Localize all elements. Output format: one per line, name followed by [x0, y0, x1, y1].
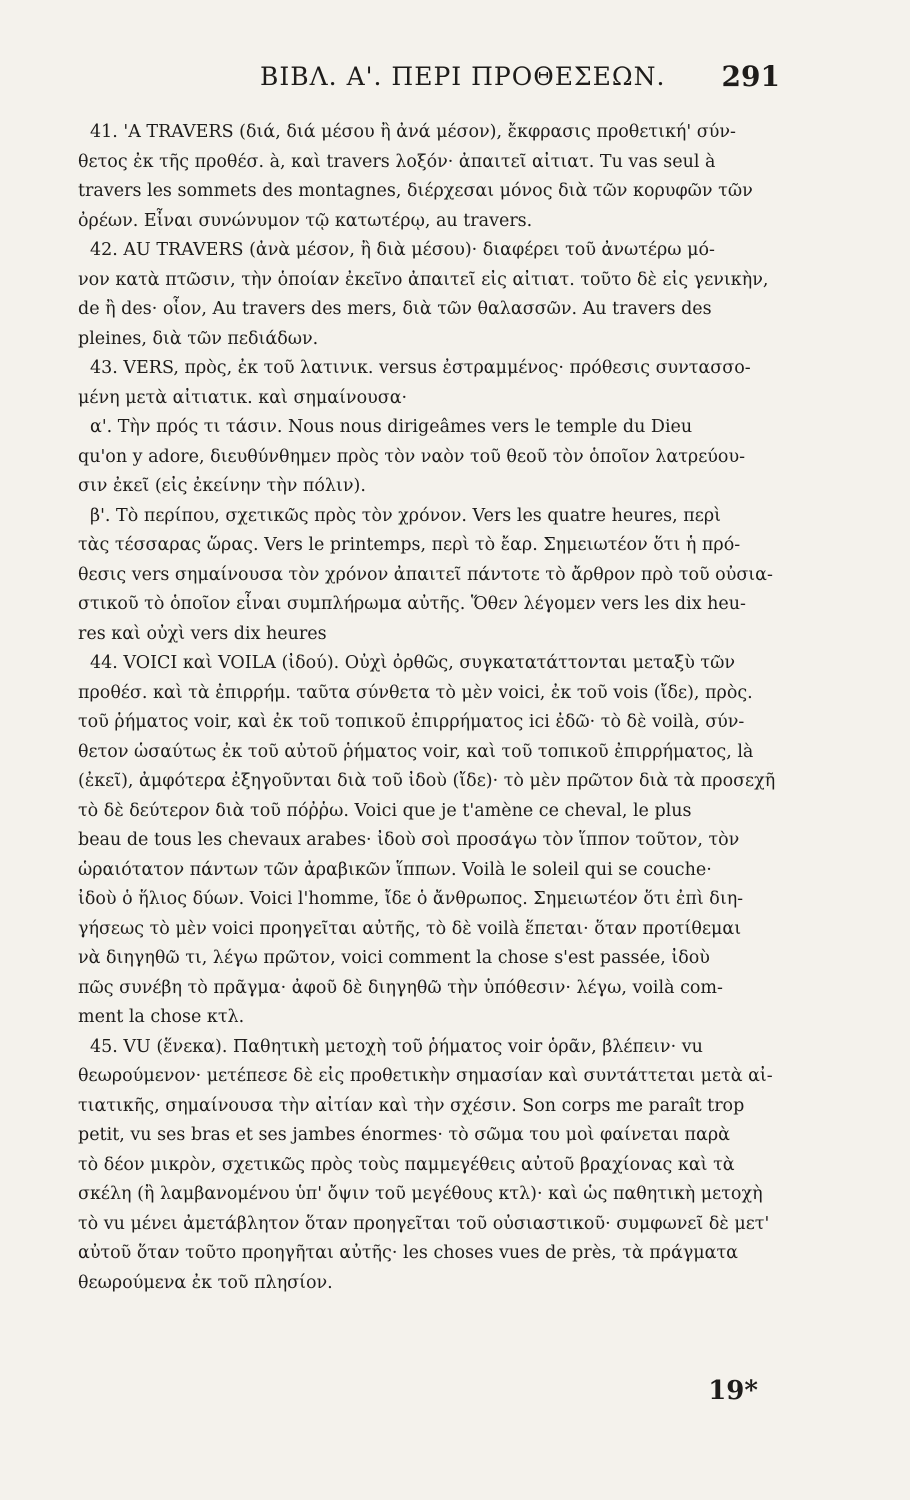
text-line: travers les sommets des montagnes, διέρχεσαι μόνος διὰ τῶν κορυφῶν τῶν: [78, 181, 753, 201]
text-line: τοῦ ῥήματος voir, καὶ ἐκ τοῦ τοπικοῦ ἐπιρρήματος ici ἐδῶ· τὸ δὲ voilà, σύν-: [78, 712, 745, 732]
text-line: 42. AU TRAVERS (ἀνὰ μέσον, ἢ διὰ μέσου)· διαφέρει τοῦ ἀνωτέρω μό-: [90, 240, 715, 260]
text-line: 41. 'A TRAVERS (διά, διά μέσου ἢ ἀνά μέσον), ἔκφρασις προθετική' σύν-: [90, 122, 736, 142]
text-line: θεωρούμενα ἐκ τοῦ πλησίον.: [78, 1272, 333, 1293]
text-line: (ἐκεῖ), ἀμφότερα ἐξηγοῦνται διὰ τοῦ ἰδοὺ (ἴδε)· τὸ μὲν πρῶτον διὰ τὰ προσεχῆ: [78, 771, 776, 791]
text-line: θεσις vers σημαίνουσα τὸν χρόνον ἀπαιτεῖ πάντοτε τὸ ἄρθρον πρὸ τοῦ οὐσια-: [78, 564, 773, 585]
text-line: νον κατὰ πτῶσιν, τὴν ὁποίαν ἐκεῖνο ἀπαιτεῖ εἰς αἰτιατ. τοῦτο δὲ εἰς γενικὴν,: [78, 269, 769, 290]
text-line: pleines, διὰ τῶν πεδιάδων.: [78, 328, 319, 349]
text-line: beau de tous les chevaux arabes· ἰδοὺ σοὶ προσάγω τὸν ἵππον τοῦτον, τὸν: [78, 830, 740, 850]
text-line: προθέσ. καὶ τὰ ἐπιρρήμ. ταῦτα σύνθετα τὸ μὲν voici, ἐκ τοῦ vois (ἴδε), πρὸς.: [78, 682, 753, 703]
body-text: [78, 118, 788, 1298]
text-line: θετον ὡσαύτως ἐκ τοῦ αὐτοῦ ῥήματος voir, καὶ τοῦ τοπικοῦ ἐπιρρήματος, là: [78, 741, 754, 762]
text-line: σιν ἐκεῖ (εἰς ἐκείνην τὴν πόλιν).: [78, 476, 366, 496]
text-line: στικοῦ τὸ ὁποῖον εἶναι συμπλήρωμα αὐτῆς. Ὅθεν λέγομεν vers les dix heu-: [78, 594, 746, 614]
text-line: 45. VU (ἕνεκα). Παθητικὴ μετοχὴ τοῦ ῥήματος voir ὁρᾶν, βλέπειν· vu: [90, 1036, 703, 1057]
text-line: θεωρούμενον· μετέπεσε δὲ εἰς προθετικὴν σημασίαν καὶ συντάττεται μετὰ αἰ-: [78, 1066, 773, 1086]
text-line: γήσεως τὸ μὲν voici προηγεῖται αὐτῆς, τὸ δὲ voilà ἕπεται· ὅταν προτίθεμαι: [78, 918, 742, 939]
text-line: res καὶ οὐχὶ vers dix heures: [78, 623, 327, 644]
text-line: ment la chose κτλ.: [78, 1007, 245, 1027]
running-title: ΒΙΒΛ. Α'. ΠΕΡΙ ΠΡΟΘΕΣΕΩΝ.: [260, 62, 666, 91]
text-line: νὰ διηγηθῶ τι, λέγω πρῶτον, voici comment la chose s'est passée, ἰδοὺ: [78, 948, 710, 968]
text-line: 44. VOICI καὶ VOILA (ἰδού). Οὐχὶ ὀρθῶς, συγκατατάττονται μεταξὺ τῶν: [90, 653, 735, 673]
page-header: [70, 60, 780, 100]
text-line: petit, vu ses bras et ses jambes énormes· τὸ σῶμα του μοὶ φαίνεται παρὰ: [78, 1125, 730, 1145]
page-number: 291: [721, 60, 780, 93]
text-line: τὸ δὲ δεύτερον διὰ τοῦ πόῤῥω. Voici que je t'amène ce cheval, le plus: [78, 800, 692, 821]
text-line: θετος ἐκ τῆς προθέσ. à, καὶ travers λοξόν· ἀπαιτεῖ αἰτιατ. Tu vas seul à: [78, 151, 716, 172]
text-line: τιατικῆς, σημαίνουσα τὴν αἰτίαν καὶ τὴν σχέσιν. Son corps me paraît trop: [78, 1095, 745, 1116]
text-line: ὀρέων. Εἶναι συνώνυμον τῷ κατωτέρῳ, au travers.: [78, 210, 533, 231]
text-line: α'. Τὴν πρός τι τάσιν. Nous nous dirigeâmes vers le temple du Dieu: [90, 417, 693, 437]
text-line: τὸ δέον μικρὸν, σχετικῶς πρὸς τοὺς παμμεγέθεις αὐτοῦ βραχίονας καὶ τὰ: [78, 1154, 735, 1175]
text-line: ὡραιότατον πάντων τῶν ἀραβικῶν ἵππων. Voilà le soleil qui se couche·: [78, 859, 712, 880]
text-line: τὸ vu μένει ἀμετάβλητον ὅταν προηγεῖται τοῦ οὐσιαστικοῦ· συμφωνεῖ δὲ μετ': [78, 1213, 770, 1234]
text-line: τὰς τέσσαρας ὥρας. Vers le printemps, περὶ τὸ ἔαρ. Σημειωτέον ὅτι ἡ πρό-: [78, 535, 741, 555]
text-line: de ἢ des· οἷον, Au travers des mers, διὰ τῶν θαλασσῶν. Au travers des: [78, 299, 712, 319]
text-line: β'. Τὸ περίπου, σχετικῶς πρὸς τὸν χρόνον. Vers les quatre heures, περὶ: [90, 505, 722, 526]
text-line: qu'on y adore, διευθύνθημεν πρὸς τὸν ναὸν τοῦ θεοῦ τὸν ὁποῖον λατρεύου-: [78, 446, 746, 467]
text-line: αὐτοῦ ὅταν τοῦτο προηγῆται αὐτῆς· les choses vues de près, τὰ πράγματα: [78, 1243, 738, 1263]
text-line: μένη μετὰ αἰτιατικ. καὶ σημαίνουσα·: [78, 387, 408, 408]
text-line: πῶς συνέβη τὸ πρᾶγμα· ἀφοῦ δὲ διηγηθῶ τὴν ὑπόθεσιν· λέγω, voilà com-: [78, 977, 723, 998]
signature-mark: 19*: [708, 1376, 758, 1406]
text-line: σκέλη (ἢ λαμβανομένου ὑπ' ὄψιν τοῦ μεγέθους κτλ)· καὶ ὡς παθητικὴ μετοχὴ: [78, 1184, 763, 1204]
text-line: 43. VERS, πρὸς, ἐκ τοῦ λατινικ. versus ἐστραμμένος· πρόθεσις συντασσο-: [90, 358, 751, 378]
text-line: ἰδοὺ ὁ ἥλιος δύων. Voici l'homme, ἴδε ὁ ἄνθρωπος. Σημειωτέον ὅτι ἐπὶ διη-: [78, 889, 744, 909]
